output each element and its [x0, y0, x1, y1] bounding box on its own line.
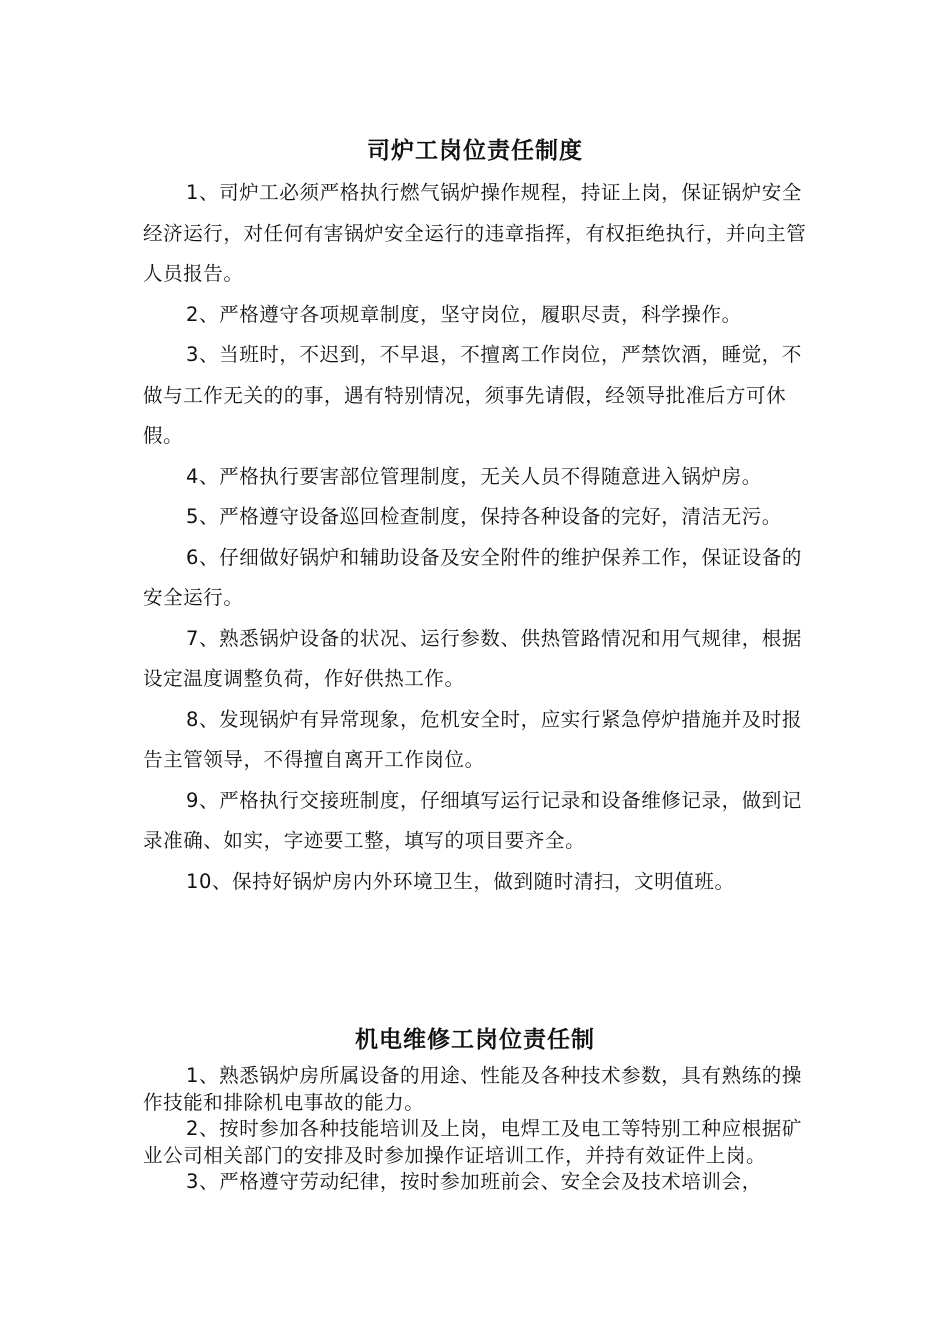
- duty-item: 1、司炉工必须严格执行燃气锅炉操作规程，持证上岗，保证锅炉安全经济运行，对任何有害锅炉安全运行的违章指挥，有权拒绝执行，并向主管人员报告。: [143, 181, 807, 285]
- duty-item: 10、保持好锅炉房内外环境卫生，做到随时清扫，文明值班。: [186, 869, 735, 893]
- section-title-boiler-operator: 司炉工岗位责任制度: [367, 138, 583, 164]
- duty-item: 9、严格执行交接班制度，仔细填写运行记录和设备维修记录，做到记录准确、如实，字迹要工整，填写的项目要齐全。: [143, 788, 803, 852]
- duty-item: 2、严格遵守各项规章制度，坚守岗位，履职尽责，科学操作。: [186, 302, 742, 326]
- duty-item: 5、严格遵守设备巡回检查制度，保持各种设备的完好，清洁无污。: [186, 505, 782, 528]
- duty-item: 6、仔细做好锅炉和辅助设备及安全附件的维护保养工作，保证设备的安全运行。: [143, 545, 803, 609]
- duty-item: 2、按时参加各种技能培训及上岗，电焊工及电工等特别工种应根据矿业公司相关部门的安排及时参加操作证培训工作，并持有效证件上岗。: [143, 1117, 803, 1167]
- duty-item: 3、严格遵守劳动纪律，按时参加班前会、安全会及技术培训会，: [186, 1170, 762, 1193]
- duty-item: 7、熟悉锅炉设备的状况、运行参数、供热管路情况和用气规律，根据设定温度调整负荷，作好供热工作。: [143, 626, 803, 690]
- duty-item: 1、熟悉锅炉房所属设备的用途、性能及各种技术参数，具有熟练的操作技能和排除机电事故的能力。: [143, 1064, 803, 1114]
- duty-item: 4、严格执行要害部位管理制度，无关人员不得随意进入锅炉房。: [186, 464, 762, 488]
- duty-item: 3、当班时，不迟到，不早退，不擅离工作岗位，严禁饮酒，睡觉，不做与工作无关的的事，遇有特别情况，须事先请假，经领导批准后方可休假。: [143, 343, 803, 447]
- section-title-electromechanical-repairer: 机电维修工岗位责任制: [355, 1027, 595, 1053]
- boiler-operator-duties: [143, 173, 818, 902]
- electromechanical-repairer-duties: [143, 1063, 818, 1196]
- duty-item: 8、发现锅炉有异常现象，危机安全时，应实行紧急停炉措施并及时报告主管领导，不得擅自离开工作岗位。: [143, 707, 803, 771]
